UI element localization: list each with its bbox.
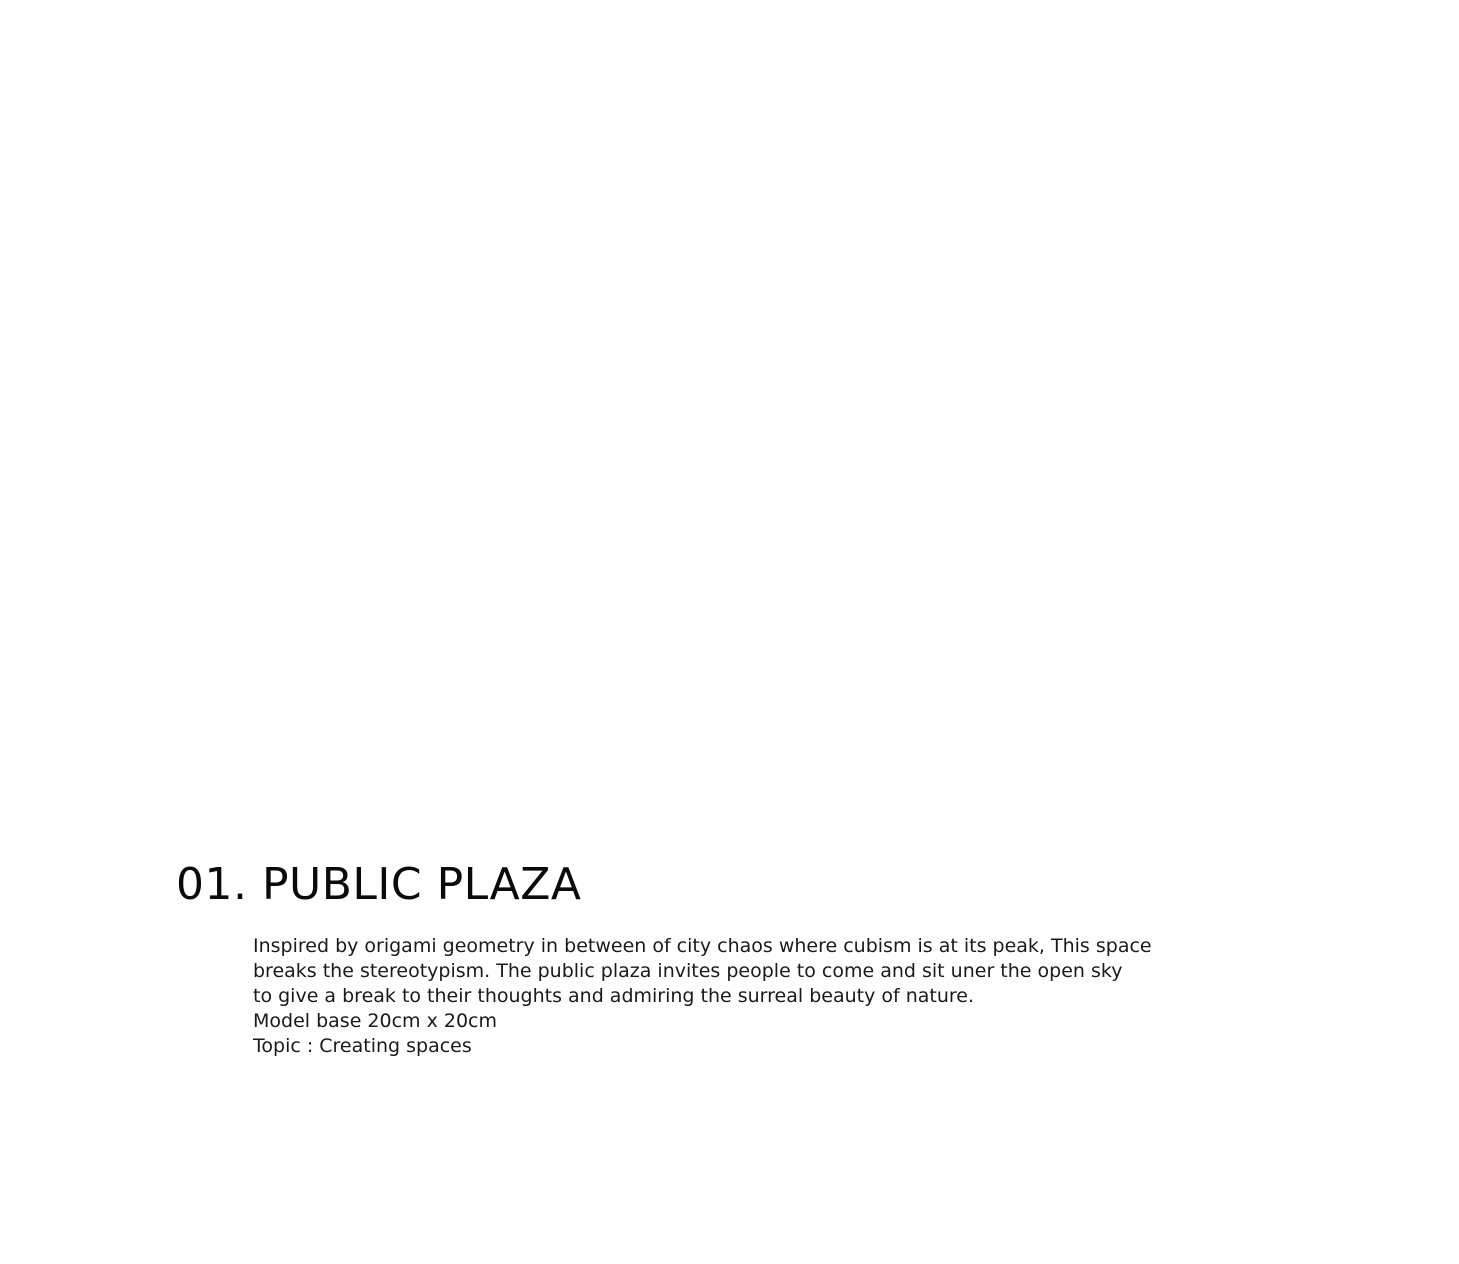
topic-info: Topic : Creating spaces <box>253 1035 472 1057</box>
project-description <box>253 934 1253 1059</box>
description-line-2: breaks the stereotypism. The public plaza invites people to come and sit uner the open sky <box>253 960 1123 982</box>
description-line-3: to give a break to their thoughts and admiring the surreal beauty of nature. <box>253 985 975 1007</box>
description-line-1: Inspired by origami geometry in between of city chaos where cubism is at its peak, This space <box>253 935 1152 957</box>
project-title: 01. PUBLIC PLAZA <box>176 859 582 910</box>
model-base-info: Model base 20cm x 20cm <box>253 1010 498 1032</box>
